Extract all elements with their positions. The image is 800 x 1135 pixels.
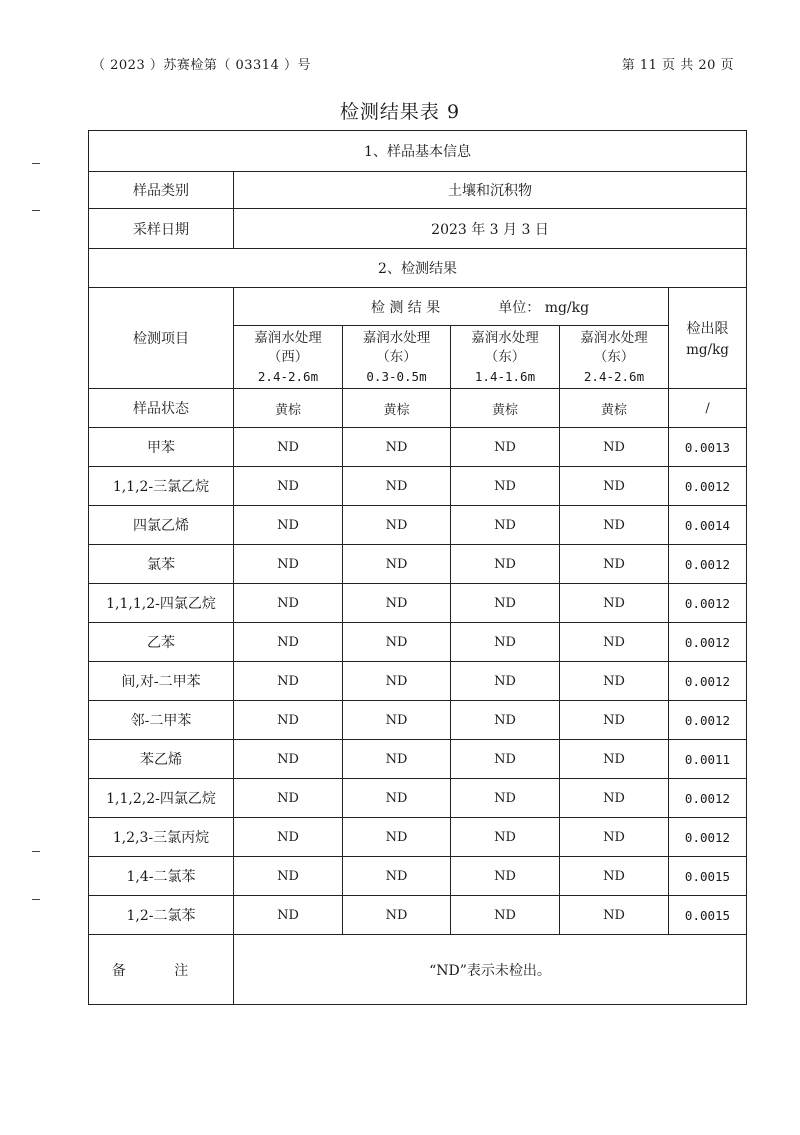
item-name: 样品状态 (89, 389, 234, 428)
result-value: ND (451, 779, 560, 818)
result-value: 黄棕 (343, 389, 451, 428)
page-title: 检测结果表 9 (339, 101, 461, 123)
item-name: 1,2-二氯苯 (89, 896, 234, 935)
column-name: 嘉润水处理 (362, 329, 431, 346)
result-value: ND (234, 623, 343, 662)
result-value: ND (343, 857, 451, 896)
item-name: 乙苯 (89, 623, 234, 662)
limit-unit: mg/kg (686, 341, 729, 358)
column-header-2 (343, 326, 451, 389)
detection-limit: 0.0015 (669, 857, 747, 896)
result-group-header (234, 288, 669, 326)
result-value: ND (234, 818, 343, 857)
sample-category-label: 样品类别 (89, 172, 234, 209)
sampling-date-value: 2023 年 3 月 3 日 (234, 209, 747, 249)
result-value: 黄棕 (451, 389, 560, 428)
column-name: 嘉润水处理 (254, 329, 322, 346)
table-row (89, 857, 747, 896)
table-row (89, 818, 747, 857)
item-name: 四氯乙烯 (89, 506, 234, 545)
item-name: 1,1,1,2-四氯乙烷 (89, 584, 234, 623)
column-depth: 1.4-1.6m (474, 368, 536, 384)
detection-limit: 0.0012 (669, 818, 747, 857)
result-value: ND (234, 857, 343, 896)
sample-category-value: 土壤和沉积物 (234, 172, 747, 209)
result-value: 黄棕 (234, 389, 343, 428)
result-value: ND (560, 896, 669, 935)
result-value: ND (343, 818, 451, 857)
result-value: ND (560, 662, 669, 701)
result-value: ND (234, 545, 343, 584)
table-row (89, 662, 747, 701)
limit-header (669, 288, 747, 389)
result-value: ND (451, 662, 560, 701)
column-depth: 0.3-0.5m (366, 368, 427, 384)
result-value: ND (560, 545, 669, 584)
item-name: 1,2,3-三氯丙烷 (89, 818, 234, 857)
remarks-text: “ND”表示未检出。 (234, 935, 747, 1005)
result-value: ND (560, 623, 669, 662)
result-value: ND (451, 428, 560, 467)
detection-limit: 0.0012 (669, 467, 747, 506)
column-dir: （东） (593, 348, 635, 365)
sampling-date-label: 采样日期 (89, 209, 234, 249)
result-value: ND (234, 662, 343, 701)
limit-header-label: 检出限 (686, 320, 729, 337)
result-value: ND (234, 506, 343, 545)
result-value: ND (343, 506, 451, 545)
result-value: ND (560, 740, 669, 779)
item-name: 间,对-二甲苯 (89, 662, 234, 701)
result-value: ND (451, 584, 560, 623)
column-name: 嘉润水处理 (580, 329, 648, 346)
column-name: 嘉润水处理 (471, 329, 539, 346)
margin-mark (32, 899, 40, 900)
remarks-row (89, 935, 747, 1005)
result-value: ND (234, 467, 343, 506)
result-value: ND (451, 545, 560, 584)
detection-limit: / (669, 389, 747, 428)
item-name: 1,1,2-三氯乙烷 (89, 467, 234, 506)
result-value: ND (451, 740, 560, 779)
result-value: ND (451, 467, 560, 506)
section-basic-info: 1、样品基本信息 (89, 131, 747, 172)
unit-label: 单位： mg/kg (498, 299, 590, 316)
table-row (89, 584, 747, 623)
result-value: ND (560, 779, 669, 818)
section-results: 2、检测结果 (89, 249, 747, 288)
detection-limit: 0.0012 (669, 623, 747, 662)
result-value: ND (451, 818, 560, 857)
result-value: ND (343, 623, 451, 662)
item-name: 苯乙烯 (89, 740, 234, 779)
margin-mark (32, 851, 40, 852)
table-row (89, 467, 747, 506)
column-header-3 (451, 326, 560, 389)
column-header-1 (234, 326, 343, 389)
item-name: 1,4-二氯苯 (89, 857, 234, 896)
result-value: ND (343, 467, 451, 506)
table-row (89, 701, 747, 740)
result-value: ND (343, 740, 451, 779)
item-name: 甲苯 (89, 428, 234, 467)
result-value: ND (451, 506, 560, 545)
result-value: ND (451, 623, 560, 662)
column-dir: （东） (376, 348, 417, 365)
table-row (89, 428, 747, 467)
table-row (89, 506, 747, 545)
result-value: ND (560, 506, 669, 545)
result-value: ND (234, 740, 343, 779)
result-value: ND (234, 428, 343, 467)
result-value: ND (343, 896, 451, 935)
result-value: ND (560, 857, 669, 896)
result-value: ND (343, 701, 451, 740)
table-row (89, 779, 747, 818)
item-name: 氯苯 (89, 545, 234, 584)
table-row (89, 740, 747, 779)
page-indicator: 第 11 页 共 20 页 (621, 58, 734, 73)
margin-mark (32, 163, 40, 164)
result-value: 黄棕 (560, 389, 669, 428)
column-header-4 (560, 326, 669, 389)
item-name: 邻-二甲苯 (89, 701, 234, 740)
result-value: ND (343, 584, 451, 623)
table-row (89, 623, 747, 662)
result-value: ND (451, 701, 560, 740)
result-value: ND (234, 896, 343, 935)
results-table (88, 130, 747, 1005)
result-value: ND (560, 818, 669, 857)
result-value: ND (560, 467, 669, 506)
result-value: ND (560, 701, 669, 740)
result-value: ND (343, 662, 451, 701)
result-value: ND (234, 701, 343, 740)
column-depth: 2.4-2.6m (583, 368, 645, 384)
column-depth: 2.4-2.6m (257, 368, 319, 384)
report-number: （ 2023 ）苏赛检第（ 03314 ）号 (92, 58, 311, 73)
detection-limit: 0.0014 (669, 506, 747, 545)
sample-state-row (89, 389, 747, 428)
detection-limit: 0.0012 (669, 701, 747, 740)
result-value: ND (560, 584, 669, 623)
item-header: 检测项目 (89, 288, 234, 389)
result-value: ND (343, 545, 451, 584)
detection-limit: 0.0012 (669, 662, 747, 701)
table-row (89, 896, 747, 935)
result-value: ND (343, 428, 451, 467)
result-header-label: 检 测 结 果 (370, 299, 441, 316)
detection-limit: 0.0012 (669, 779, 747, 818)
column-dir: （西） (267, 348, 309, 365)
detection-limit: 0.0012 (669, 584, 747, 623)
detection-limit: 0.0013 (669, 428, 747, 467)
detection-limit: 0.0011 (669, 740, 747, 779)
result-value: ND (343, 779, 451, 818)
detection-limit: 0.0015 (669, 896, 747, 935)
result-value: ND (451, 857, 560, 896)
detection-limit: 0.0012 (669, 545, 747, 584)
result-value: ND (560, 428, 669, 467)
result-value: ND (234, 779, 343, 818)
remarks-label: 备 注 (89, 935, 234, 1005)
margin-mark (32, 210, 40, 211)
item-name: 1,1,2,2-四氯乙烷 (89, 779, 234, 818)
result-value: ND (451, 896, 560, 935)
column-dir: （东） (484, 348, 526, 365)
result-value: ND (234, 584, 343, 623)
table-row (89, 545, 747, 584)
